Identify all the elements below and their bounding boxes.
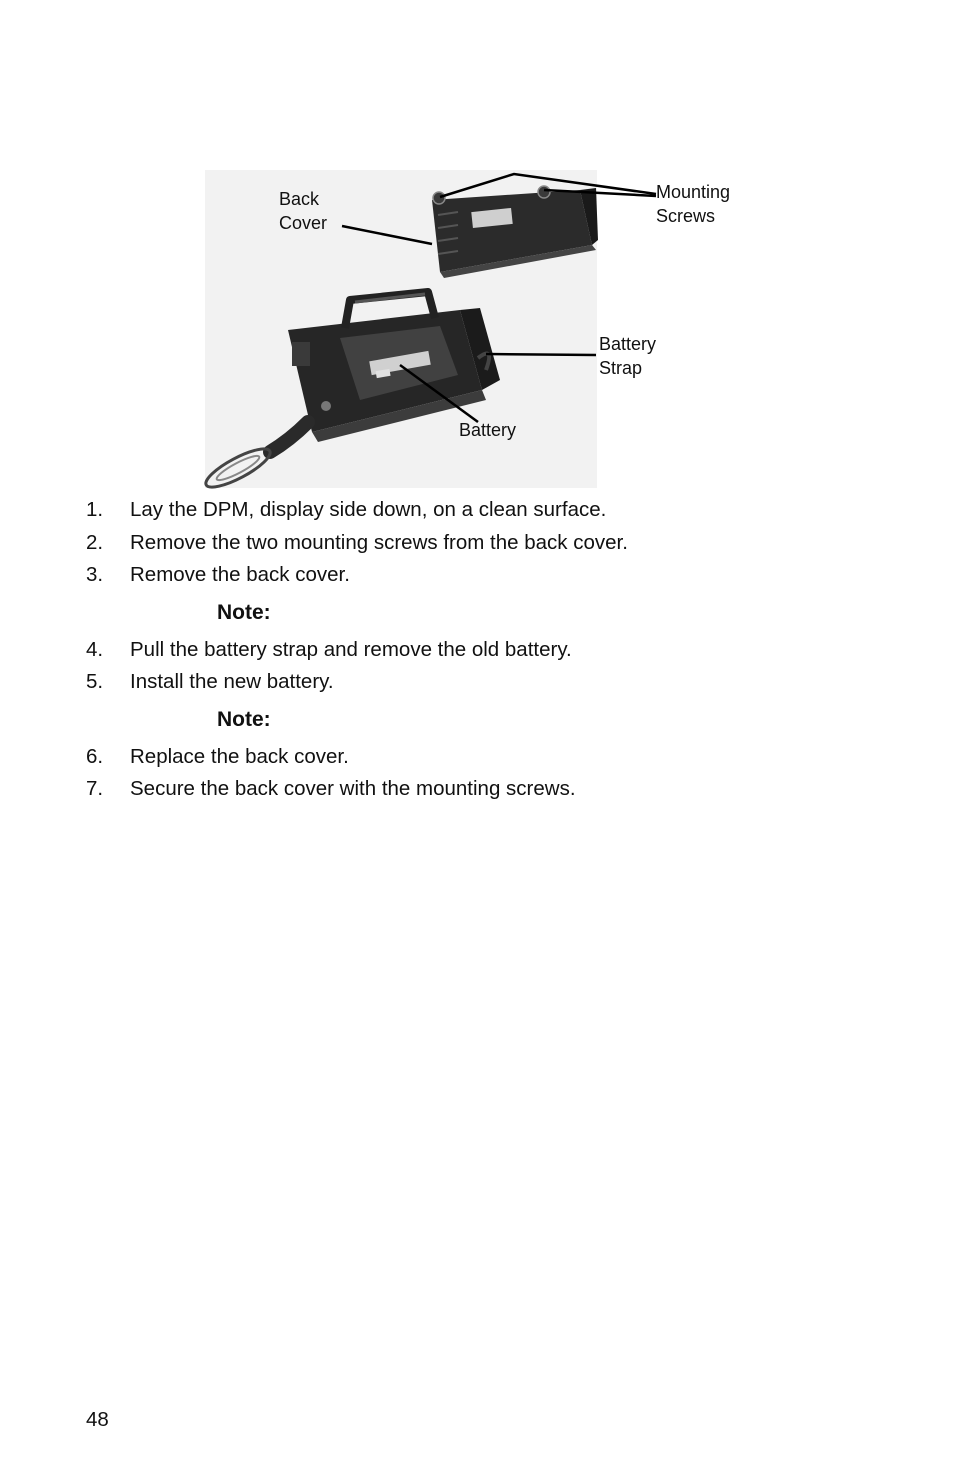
note-label: Note: [217, 600, 271, 624]
step-item [86, 559, 886, 592]
procedure-steps [86, 494, 886, 806]
step-number: 5. [86, 670, 104, 694]
step-number: 3. [86, 563, 104, 587]
mounting-screw-left [433, 192, 445, 204]
label-battery-strap: Battery Strap [599, 334, 657, 378]
note-label: Note: [217, 707, 271, 731]
step-text: Pull the battery strap and remove the old battery. [130, 637, 572, 661]
step-item [86, 741, 886, 774]
step-item [86, 494, 886, 527]
label-battery: Battery [459, 420, 517, 440]
step-text: Secure the back cover with the mounting screws. [130, 777, 576, 801]
step-number: 2. [86, 530, 104, 554]
step-number: 6. [86, 744, 104, 768]
step-number: 4. [86, 637, 104, 661]
step-item [86, 634, 886, 667]
leader-line-battery-strap [486, 354, 596, 355]
page-number: 48 [86, 1408, 109, 1431]
step-number: 7. [86, 777, 104, 801]
mounting-screw-right [538, 186, 550, 198]
step-text: Replace the back cover. [130, 744, 349, 768]
step-text: Lay the DPM, display side down, on a clean surface. [130, 498, 607, 522]
step-number: 1. [86, 498, 104, 522]
label-back-cover: Back Cover [279, 189, 328, 233]
label-mounting-screws: Mounting Screws [656, 182, 731, 226]
step-item [86, 527, 886, 560]
step-text: Remove the two mounting screws from the back cover. [130, 530, 628, 554]
step-item [86, 666, 886, 699]
battery-replacement-figure [200, 160, 760, 490]
step-item [86, 773, 886, 806]
step-text: Install the new battery. [130, 670, 334, 694]
step-text: Remove the back cover. [130, 563, 350, 587]
